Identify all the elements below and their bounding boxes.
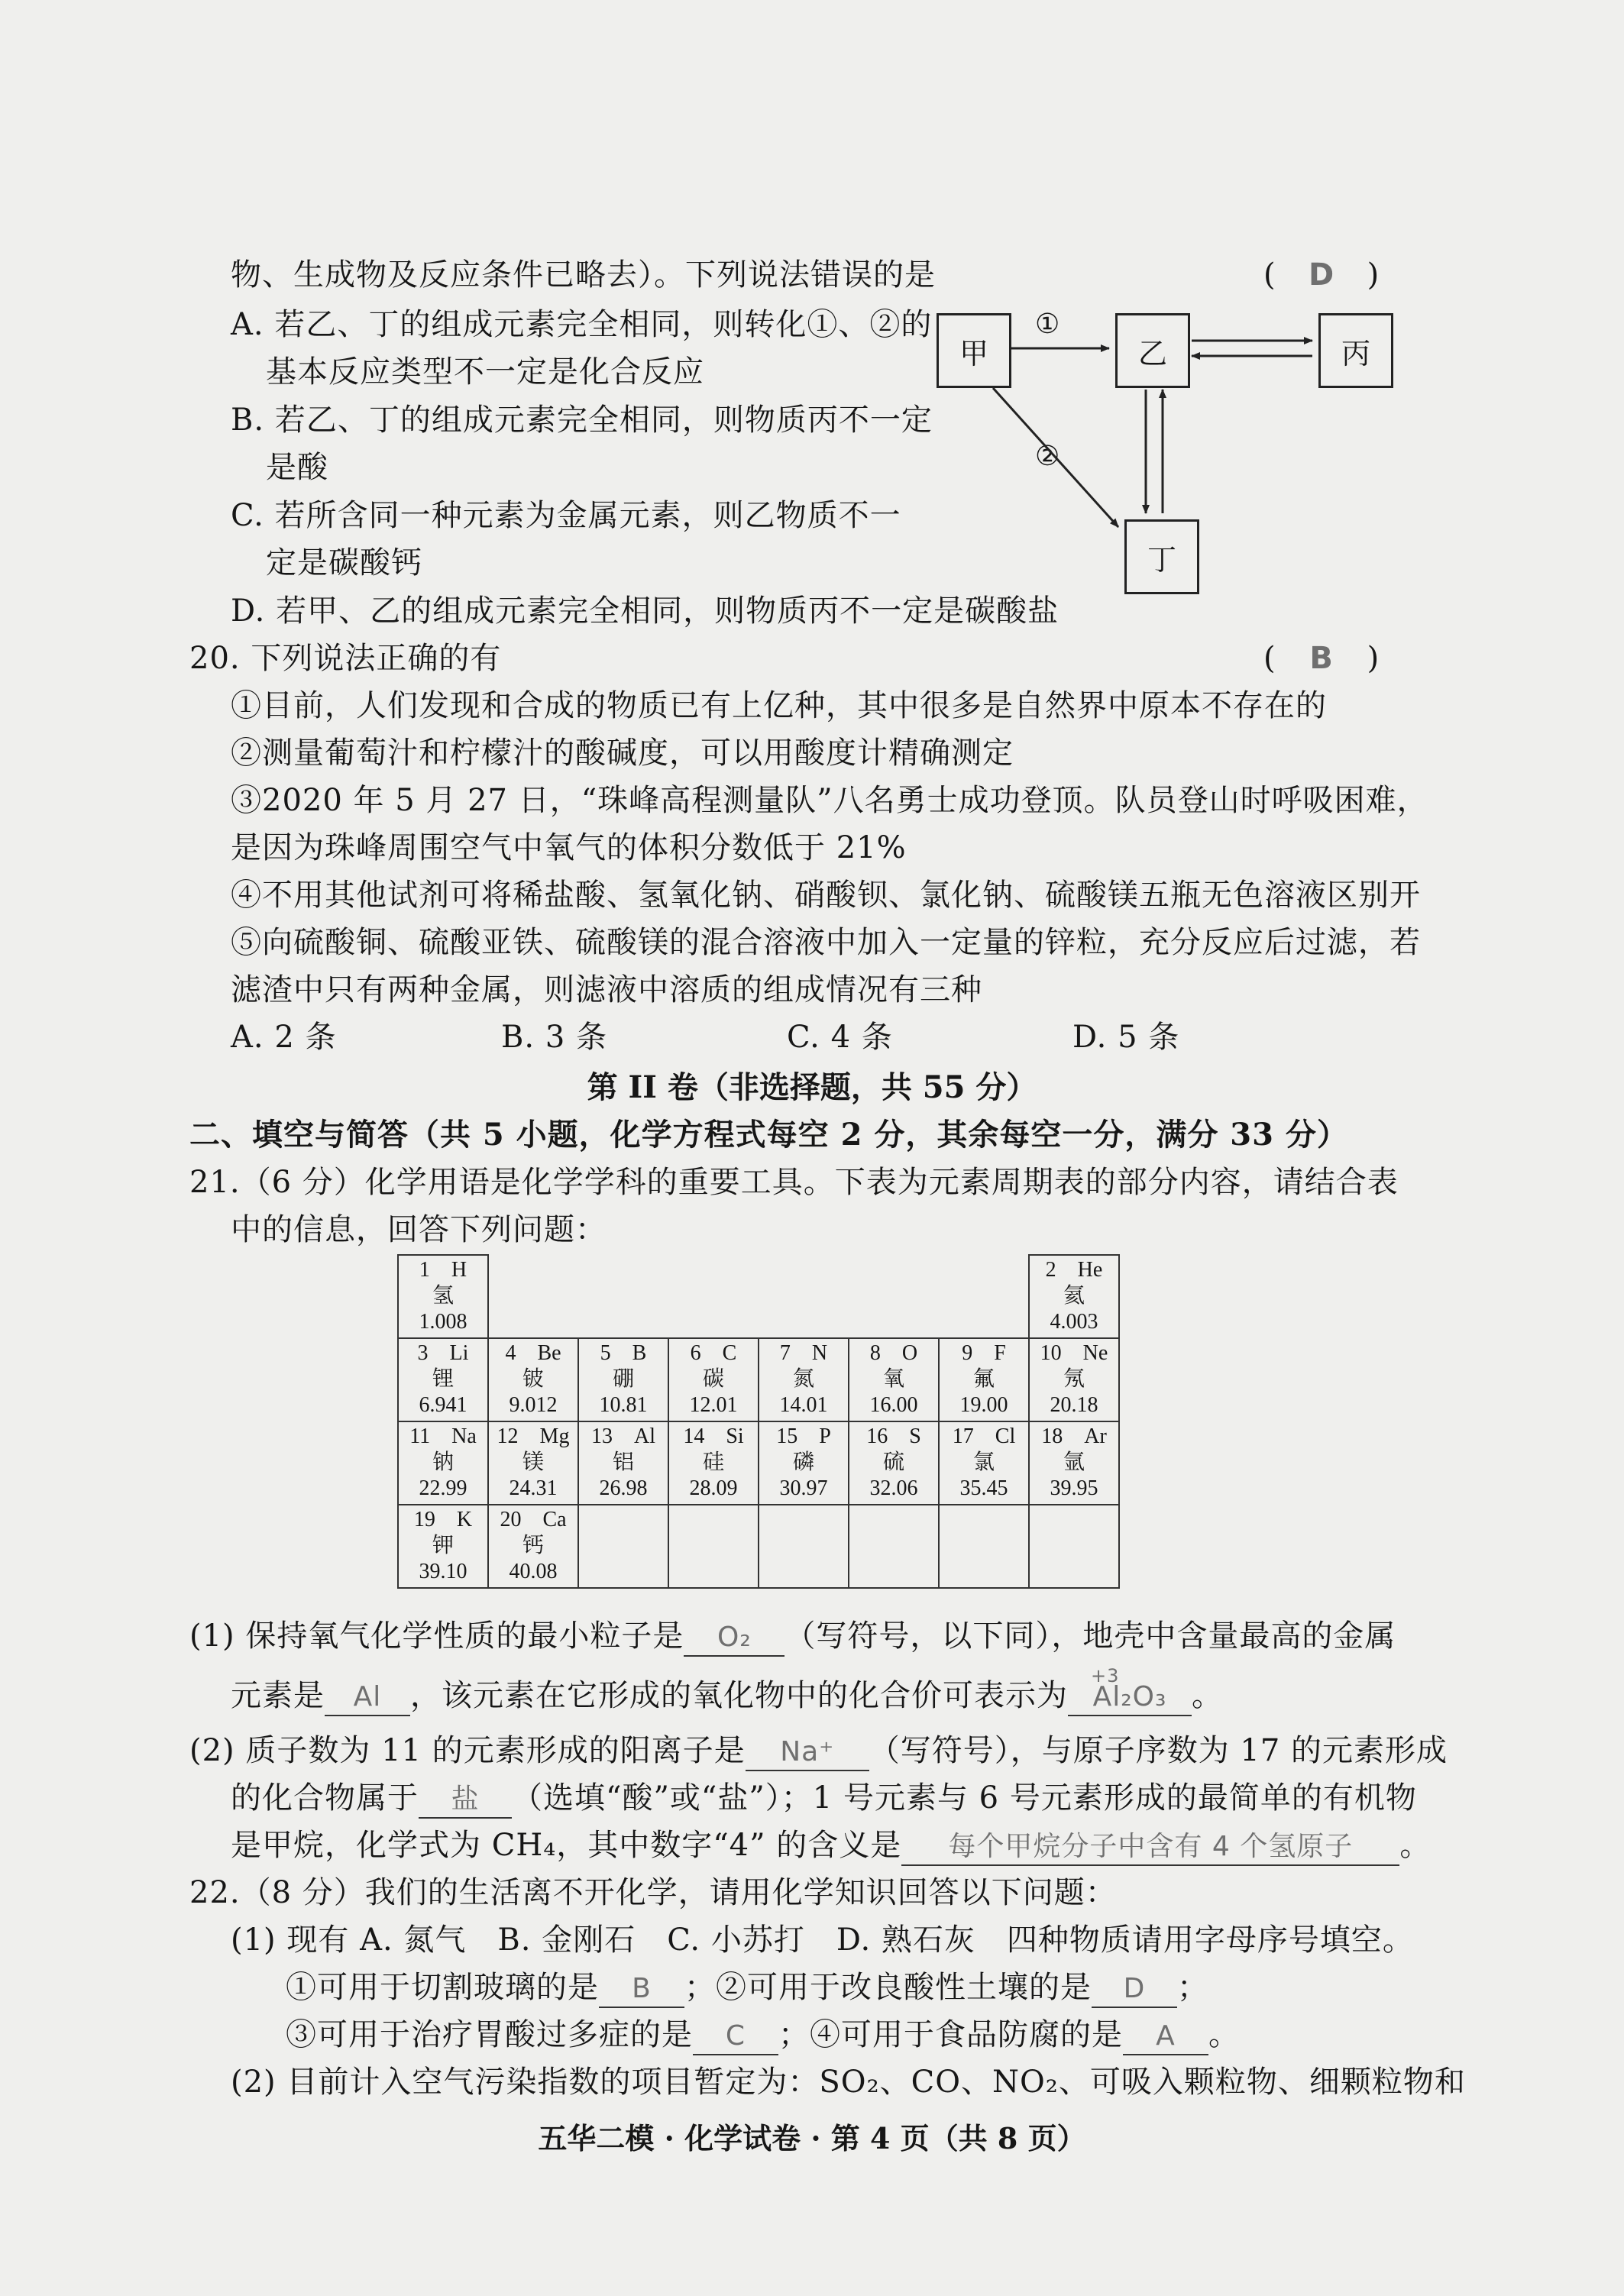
answer-blank-antacid: C xyxy=(693,2019,778,2055)
element-chinese-name: 氢 xyxy=(432,1284,454,1308)
periodic-table-empty-cell xyxy=(668,1505,759,1588)
periodic-table-gap xyxy=(759,1255,849,1338)
periodic-table-empty-cell xyxy=(578,1505,668,1588)
periodic-table-gap xyxy=(849,1255,939,1338)
atomic-number: 19 xyxy=(413,1508,435,1531)
q19-stem-line: 物、生成物及反应条件已略去）。下列说法错误的是 xyxy=(231,257,936,293)
element-chinese-name: 硅 xyxy=(702,1450,724,1474)
q19-option-a-line1: A. 若乙、丁的组成元素完全相同，则转化①、②的 xyxy=(231,307,933,342)
q20-option-c: C. 4 条 xyxy=(787,1020,893,1055)
atomic-number: 6 xyxy=(690,1341,701,1365)
element-number-symbol xyxy=(1030,1422,1118,1450)
periodic-table-empty-cell xyxy=(849,1505,939,1588)
atomic-number: 12 xyxy=(497,1424,519,1448)
q20-option-b: B. 3 条 xyxy=(501,1020,607,1055)
atomic-mass: 35.45 xyxy=(959,1476,1008,1500)
element-number-symbol xyxy=(489,1339,577,1366)
element-number-symbol xyxy=(399,1422,487,1450)
element-cell-cl xyxy=(939,1421,1029,1505)
element-number-symbol xyxy=(489,1422,577,1450)
atomic-number: 8 xyxy=(869,1341,881,1365)
element-number-symbol xyxy=(669,1422,758,1450)
atomic-mass: 32.06 xyxy=(869,1476,918,1500)
page-footer: 五华二模 · 化学试卷 · 第 4 页（共 8 页） xyxy=(538,2121,1086,2155)
q22-r1-mid: ；②可用于改良酸性土壤的是 xyxy=(684,1970,1092,2005)
element-number-symbol xyxy=(669,1339,758,1366)
element-chinese-name: 氖 xyxy=(1063,1367,1085,1391)
atomic-mass: 28.09 xyxy=(689,1476,738,1500)
q20-statement-4: ④不用其他试剂可将稀盐酸、氢氧化钠、硝酸钡、氯化钠、硫酸镁五瓶无色溶液区别开 xyxy=(231,878,1421,913)
element-symbol: He xyxy=(1077,1258,1103,1282)
q21-stem-line2: 中的信息，回答下列问题： xyxy=(231,1212,607,1247)
arrow-jia-to-ding xyxy=(993,388,1118,527)
q22-r2-mid: ；④可用于食品防腐的是 xyxy=(778,2017,1123,2052)
q21-p2c-post: 。 xyxy=(1399,1828,1432,1863)
atomic-mass: 16.00 xyxy=(869,1393,918,1417)
element-chinese-name: 钙 xyxy=(522,1534,544,1557)
element-symbol: N xyxy=(811,1341,828,1365)
q20-statement-3a: ③2020 年 5 月 27 日，“珠峰高程测量队”八名勇士成功登顶。队员登山时呼吸困难， xyxy=(231,783,1428,818)
element-chinese-name: 钠 xyxy=(432,1450,454,1474)
periodic-table-gap xyxy=(488,1255,578,1338)
periodic-table-empty-cell xyxy=(759,1505,849,1588)
atomic-number: 7 xyxy=(779,1341,791,1365)
element-number-symbol xyxy=(759,1422,848,1450)
element-number-symbol xyxy=(759,1339,848,1366)
element-chinese-name: 氮 xyxy=(792,1367,814,1391)
element-symbol: Ar xyxy=(1084,1424,1107,1448)
periodic-table-row xyxy=(398,1338,1119,1421)
q20-answer-paren: ( B ) xyxy=(1263,635,1379,681)
element-number-symbol xyxy=(399,1339,487,1366)
q21-p1b-text: 元素是 xyxy=(231,1678,325,1713)
part2-title: 第 II 卷（非选择题，共 55 分） xyxy=(587,1069,1037,1105)
atomic-number: 20 xyxy=(500,1508,522,1531)
atomic-number: 10 xyxy=(1040,1341,1062,1365)
element-chinese-name: 氯 xyxy=(972,1450,995,1474)
element-number-symbol xyxy=(1030,1256,1118,1283)
q22-part1: (1) 现有 A. 氮气 B. 金刚石 C. 小苏打 D. 熟石灰 四种物质请用字母序号填空。 xyxy=(231,1922,1414,1958)
q20-option-a: A. 2 条 xyxy=(231,1020,337,1055)
atomic-number: 16 xyxy=(866,1424,888,1448)
atomic-mass: 19.00 xyxy=(959,1393,1008,1417)
atomic-number: 17 xyxy=(952,1424,974,1448)
q22-row1 xyxy=(286,1965,1208,2010)
element-chinese-name: 钾 xyxy=(432,1534,454,1557)
atomic-mass: 39.10 xyxy=(419,1560,467,1583)
element-number-symbol xyxy=(849,1339,938,1366)
q19-option-c-line2: 定是碳酸钙 xyxy=(266,545,422,580)
periodic-table xyxy=(397,1254,1120,1589)
atomic-mass: 30.97 xyxy=(779,1476,828,1500)
element-cell-al xyxy=(578,1421,668,1505)
atomic-number: 4 xyxy=(505,1341,516,1365)
element-number-symbol xyxy=(579,1422,668,1450)
periodic-table-row xyxy=(398,1421,1119,1505)
element-symbol: Be xyxy=(537,1341,561,1365)
q19-answer: D xyxy=(1309,257,1334,293)
q22-part2: (2) 目前计入空气污染指数的项目暂定为：SO₂、CO、NO₂、可吸入颗粒物、细颗粒物和 xyxy=(231,2065,1466,2100)
element-symbol: Ca xyxy=(542,1508,567,1531)
element-symbol: C xyxy=(722,1341,737,1365)
q22-r1-post: ； xyxy=(1177,1970,1208,2005)
diagram-label-ding: 丁 xyxy=(1147,542,1176,577)
element-cell-ca xyxy=(488,1505,578,1588)
element-symbol: Si xyxy=(726,1424,744,1448)
element-cell-he xyxy=(1029,1255,1119,1338)
diagram-arrow-label-1: ① xyxy=(1035,309,1061,340)
atomic-mass: 26.98 xyxy=(599,1476,648,1500)
section-heading: 二、填空与简答（共 5 小题，化学方程式每空 2 分，其余每空一分，满分 33 分） xyxy=(189,1117,1348,1153)
q22-r2-text: ③可用于治疗胃酸过多症的是 xyxy=(286,2017,693,2052)
q21-part2-line2 xyxy=(231,1775,1417,1821)
element-symbol: Na xyxy=(451,1424,477,1448)
element-chinese-name: 锂 xyxy=(432,1367,454,1391)
atomic-mass: 9.012 xyxy=(509,1393,558,1417)
element-cell-b xyxy=(578,1338,668,1421)
atomic-mass: 14.01 xyxy=(779,1393,828,1417)
element-chinese-name: 镁 xyxy=(522,1450,544,1474)
atomic-number: 1 xyxy=(419,1258,430,1282)
element-number-symbol xyxy=(940,1339,1028,1366)
periodic-table-empty-cell xyxy=(939,1505,1029,1588)
q21-stem-line1: 21.（6 分）化学用语是化学学科的重要工具。下表为元素周期表的部分内容，请结合表 xyxy=(189,1165,1399,1200)
element-cell-ar xyxy=(1029,1421,1119,1505)
element-number-symbol xyxy=(399,1256,487,1283)
element-cell-ne xyxy=(1029,1338,1119,1421)
element-cell-be xyxy=(488,1338,578,1421)
element-chinese-name: 氧 xyxy=(882,1367,904,1391)
answer-blank-metal-element: Al xyxy=(325,1680,410,1716)
answer-blank-cation: Na⁺ xyxy=(746,1735,869,1771)
q21-p2c-text: 是甲烷，化学式为 CH₄，其中数字“4” 的含义是 xyxy=(231,1828,902,1863)
q20-option-d: D. 5 条 xyxy=(1072,1020,1180,1055)
atomic-number: 14 xyxy=(683,1424,705,1448)
q19-answer-paren: ( D ) xyxy=(1263,252,1379,298)
element-chinese-name: 磷 xyxy=(792,1450,814,1474)
periodic-table-gap xyxy=(668,1255,759,1338)
valence-superscript: +3 xyxy=(1091,1665,1120,1686)
atomic-number: 5 xyxy=(600,1341,611,1365)
q20-statement-5b: 滤渣中只有两种金属，则滤液中溶质的组成情况有三种 xyxy=(231,972,982,1007)
q20-statement-5a: ⑤向硫酸铜、硫酸亚铁、硫酸镁的混合溶液中加入一定量的锌粒，充分反应后过滤，若 xyxy=(231,925,1421,960)
element-symbol: Ne xyxy=(1082,1341,1108,1365)
element-symbol: S xyxy=(909,1424,921,1448)
answer-blank-oxygen-particle: O₂ xyxy=(684,1620,785,1657)
diagram-label-yi: 乙 xyxy=(1137,336,1167,370)
element-symbol: Al xyxy=(634,1424,655,1448)
element-cell-li xyxy=(398,1338,488,1421)
element-number-symbol xyxy=(399,1505,487,1533)
atomic-mass: 4.003 xyxy=(1050,1310,1098,1334)
element-cell-mg xyxy=(488,1421,578,1505)
atomic-number: 9 xyxy=(962,1341,973,1365)
q21-p1b-mid: ，该元素在它形成的氧化物中的化合价可表示为 xyxy=(410,1678,1068,1713)
answer-blank-cut-glass: B xyxy=(599,1971,684,2008)
q22-row2 xyxy=(286,2012,1240,2058)
q21-p2a-post: （写符号），与原子序数为 17 的元素形成 xyxy=(869,1733,1448,1768)
atomic-number: 2 xyxy=(1045,1258,1056,1282)
element-chinese-name: 铝 xyxy=(612,1450,634,1474)
element-cell-n xyxy=(759,1338,849,1421)
atomic-mass: 22.99 xyxy=(419,1476,467,1500)
element-symbol: H xyxy=(451,1258,467,1282)
answer-blank-meaning-of-4: 每个甲烷分子中含有 4 个氢原子 xyxy=(901,1829,1399,1866)
element-cell-na xyxy=(398,1421,488,1505)
element-cell-c xyxy=(668,1338,759,1421)
answer-blank-valence xyxy=(1068,1665,1192,1716)
q19-option-b-line2: 是酸 xyxy=(266,450,328,485)
q22-r1-text: ①可用于切割玻璃的是 xyxy=(286,1970,599,2005)
atomic-mass: 20.18 xyxy=(1050,1393,1098,1417)
element-chinese-name: 碳 xyxy=(702,1367,724,1391)
atomic-number: 13 xyxy=(591,1424,613,1448)
element-number-symbol xyxy=(849,1422,938,1450)
element-chinese-name: 氩 xyxy=(1063,1450,1085,1474)
answer-blank-food-preservation: A xyxy=(1123,2019,1208,2055)
q21-p2a-text: (2) 质子数为 11 的元素形成的阳离子是 xyxy=(189,1733,746,1768)
element-cell-h xyxy=(398,1255,488,1338)
periodic-table-row xyxy=(398,1505,1119,1588)
answer-blank-improve-soil: D xyxy=(1092,1971,1177,2008)
q19-option-b-line1: B. 若乙、丁的组成元素完全相同，则物质丙不一定 xyxy=(231,403,933,438)
atomic-number: 15 xyxy=(776,1424,798,1448)
element-symbol: F xyxy=(994,1341,1006,1365)
answer-blank-acid-or-salt: 盐 xyxy=(419,1782,512,1819)
element-chinese-name: 氦 xyxy=(1063,1284,1085,1308)
q20-statement-3b: 是因为珠峰周围空气中氧气的体积分数低于 21% xyxy=(231,830,907,865)
element-symbol: Cl xyxy=(995,1424,1016,1448)
q21-p1b-post: 。 xyxy=(1192,1678,1223,1713)
element-symbol: O xyxy=(901,1341,918,1365)
element-cell-f xyxy=(939,1338,1029,1421)
element-number-symbol xyxy=(1030,1339,1118,1366)
atomic-mass: 40.08 xyxy=(509,1560,558,1583)
atomic-mass: 10.81 xyxy=(599,1393,648,1417)
q20-statement-1: ①目前，人们发现和合成的物质已有上亿种，其中很多是自然界中原本不存在的 xyxy=(231,688,1327,723)
q20-stem: 20. 下列说法正确的有 xyxy=(189,641,502,676)
element-symbol: K xyxy=(456,1508,473,1531)
periodic-table-empty-cell xyxy=(1029,1505,1119,1588)
element-cell-s xyxy=(849,1421,939,1505)
element-number-symbol xyxy=(940,1422,1028,1450)
q21-part1-line2 xyxy=(231,1665,1223,1719)
q19-option-d: D. 若甲、乙的组成元素完全相同，则物质丙不一定是碳酸盐 xyxy=(231,593,1059,629)
element-symbol: B xyxy=(632,1341,647,1365)
element-chinese-name: 硼 xyxy=(612,1367,634,1391)
element-number-symbol xyxy=(489,1505,577,1533)
q22-r2-post: 。 xyxy=(1208,2017,1240,2052)
element-symbol: Mg xyxy=(539,1424,570,1448)
atomic-mass: 12.01 xyxy=(689,1393,738,1417)
q21-p2b-post: （选填“酸”或“盐”）；1 号元素与 6 号元素形成的最简单的有机物 xyxy=(512,1780,1417,1816)
periodic-table-row xyxy=(398,1255,1119,1338)
periodic-table-gap xyxy=(939,1255,1029,1338)
atomic-mass: 1.008 xyxy=(419,1310,467,1334)
atomic-number: 3 xyxy=(417,1341,429,1365)
diagram-arrow-label-2: ② xyxy=(1035,441,1061,472)
element-number-symbol xyxy=(579,1339,668,1366)
atomic-mass: 24.31 xyxy=(509,1476,558,1500)
element-symbol: P xyxy=(819,1424,831,1448)
element-chinese-name: 硫 xyxy=(882,1450,904,1474)
q21-p1a-text: (1) 保持氧气化学性质的最小粒子是 xyxy=(189,1619,684,1654)
q21-part2-line1 xyxy=(189,1728,1448,1774)
element-chinese-name: 氟 xyxy=(972,1367,995,1391)
element-cell-k xyxy=(398,1505,488,1588)
diagram-label-jia: 甲 xyxy=(959,336,988,370)
q21-p2b-text: 的化合物属于 xyxy=(231,1780,419,1816)
element-chinese-name: 铍 xyxy=(522,1367,544,1391)
diagram-label-bing: 丙 xyxy=(1341,336,1370,370)
atomic-number: 11 xyxy=(409,1424,431,1448)
atomic-mass: 6.941 xyxy=(419,1393,467,1417)
element-cell-p xyxy=(759,1421,849,1505)
atomic-mass: 39.95 xyxy=(1050,1476,1098,1500)
q21-part2-line3 xyxy=(231,1822,1431,1868)
q21-part1-line1 xyxy=(189,1613,1396,1659)
periodic-table-gap xyxy=(578,1255,668,1338)
q20-answer: B xyxy=(1309,641,1333,676)
q20-statement-2: ②测量葡萄汁和柠檬汁的酸碱度，可以用酸度计精确测定 xyxy=(231,736,1014,771)
q21-p1a-post: （写符号，以下同），地壳中含量最高的金属 xyxy=(785,1619,1396,1654)
element-cell-o xyxy=(849,1338,939,1421)
atomic-number: 18 xyxy=(1041,1424,1063,1448)
q19-option-a-line2: 基本反应类型不一定是化合反应 xyxy=(266,354,704,390)
q22-stem: 22.（8 分）我们的生活离不开化学，请用化学知识回答以下问题： xyxy=(189,1875,1117,1910)
element-cell-si xyxy=(668,1421,759,1505)
valence-formula: Al₂O₃ xyxy=(1092,1681,1167,1712)
q19-option-c-line1: C. 若所含同一种元素为金属元素，则乙物质不一 xyxy=(231,498,901,533)
element-symbol: Li xyxy=(449,1341,469,1365)
